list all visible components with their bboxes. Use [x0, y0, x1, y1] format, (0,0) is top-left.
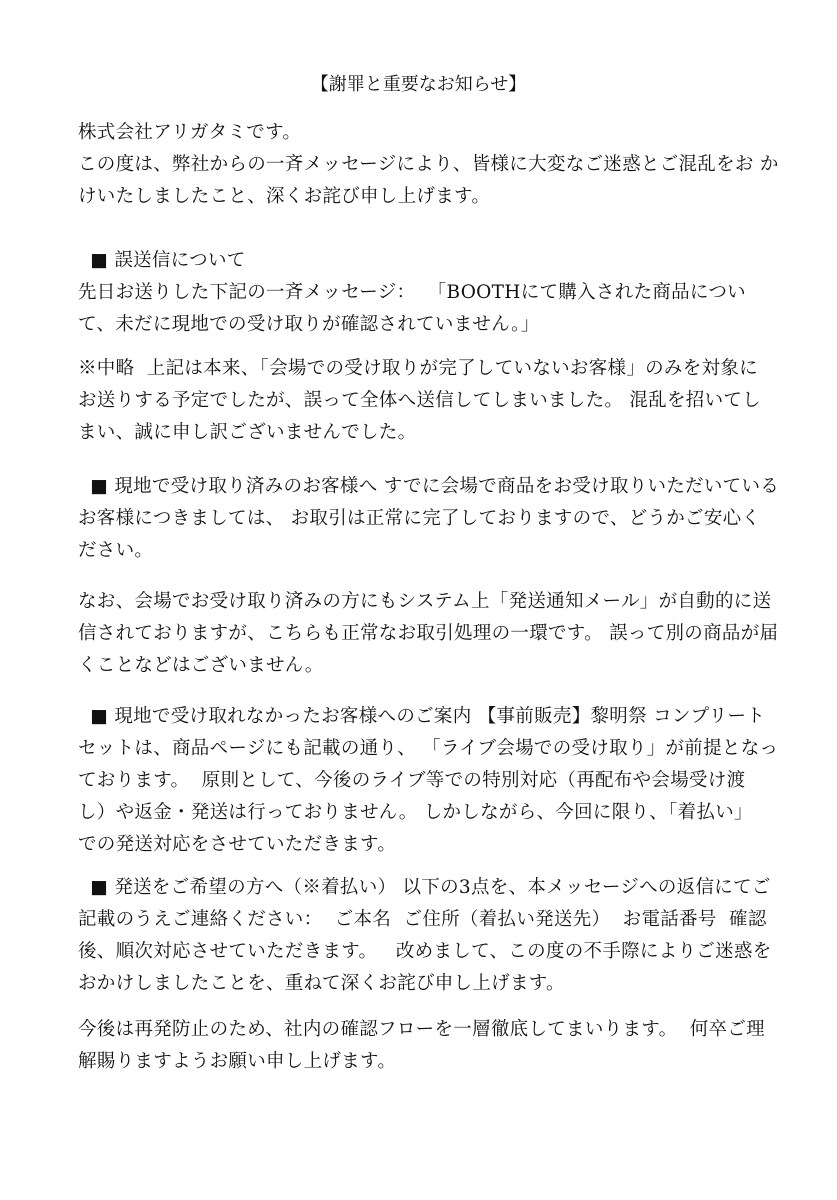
- paragraph-missent: ■ 誤送信について 先日お送りした下記の一斉メッセージ： 「BOOTHにて購入された商品につい て、未だに現地での受け取りが確認されていません。」: [78, 250, 746, 335]
- paragraph-received-onsite: ■ 現地で受け取り済みのお客様へ すでに会場で商品をお受け取りいただいている お客様につきましては、 お取引は正常に完了しておりますので、どうかご安心く ださい。: [78, 476, 780, 561]
- paragraph-greeting: 株式会社アリガタミです。 この度は、弊社からの一斉メッセージにより、皆様に大変なご迷惑とご混乱をお か けいたしましたこと、深くお詫び申し上げます。: [78, 122, 779, 207]
- paragraph-closing: 今後は再発防止のため、社内の確認フローを一層徹底してまいります。 何卒ご理 解賜りますようお願い申し上げます。: [78, 1019, 765, 1072]
- paragraph-note: ※中略 上記は本来、「会場での受け取りが完了していないお客様」のみを対象に お送りする予定でしたが、誤って全体へ送信してしまいました。 混乱を招いてし まい、誠に申し訳ございませんでした。: [78, 358, 761, 443]
- paragraph-shipping-notice: なお、会場でお受け取り済みの方にもシステム上「発送通知メール」が自動的に送 信されておりますが、こちらも正常なお取引処理の一環です。 誤って別の商品が届 くことなどはございません。: [78, 591, 779, 676]
- notice-title: 【謝罪と重要なお知らせ】: [310, 74, 527, 95]
- paragraph-shipping-request: ■ 発送をご希望の方へ（※着払い） 以下の3点を、本メッセージへの返信にてご 記載のうえご連絡ください： ご本名 ご住所（着払い発送先） お電話番号 確認 後、順次対応させていただきます。 改めまして、この度の不手際によりご迷惑を おかけしましたことを、重ねて深くお詫び申し上げます。: [78, 877, 772, 994]
- paragraph-not-received: ■ 現地で受け取れなかったお客様へのご案内 【事前販売】黎明祭 コンプリート セットは、商品ページにも記載の通り、 「ライブ会場での受け取り」が前提となっ ております。 原則として、今後のライブ等での特別対応（再配布や会場受け渡 し）や返金・発送は行っておりません。 しかしながら、今回に限り、「着払い」 での発送対応をさせていただきます。: [78, 706, 779, 855]
